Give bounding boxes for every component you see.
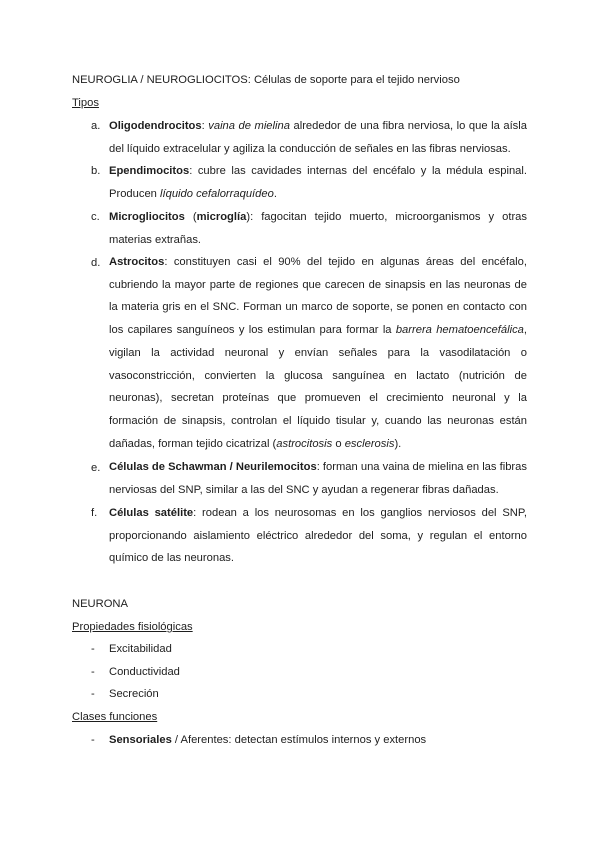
term-astrocitos: Astrocitos xyxy=(109,256,165,268)
list-item-conductividad: Conductividad xyxy=(109,666,180,678)
term-microglia: microglía xyxy=(196,211,247,223)
term-microgliocitos: Microgliocitos xyxy=(109,211,185,223)
term-sensoriales: Sensoriales xyxy=(109,734,172,746)
item-text: / Aferentes: detectan estímulos internos y externos xyxy=(171,734,427,746)
item-text: alrededor de una fibra nerviosa, lo que la aísla del líquido extracelular y agiliza la conducción de señales en las fibras nerviosas. xyxy=(109,120,527,155)
item-ependimocitos xyxy=(109,160,527,205)
item-oligodendrocitos xyxy=(109,115,527,160)
item-text: ( xyxy=(184,211,197,223)
item-astrocitos xyxy=(109,251,527,455)
neuroglia-title: NEUROGLIA / NEUROGLIOCITOS: Células de soporte para el tejido nervioso xyxy=(72,74,460,86)
item-text: : cubre las cavidades internas del encéfalo y la médula espinal. Producen xyxy=(109,165,527,200)
item-celulas-de-schawman xyxy=(109,456,527,501)
item-marker-e: e. xyxy=(91,462,101,474)
item-microgliocitos xyxy=(109,206,527,251)
term-esclerosis: esclerosis xyxy=(344,437,395,450)
item-text: . xyxy=(273,187,277,200)
term-ependimocitos: Ependimocitos xyxy=(109,165,190,177)
propiedades-fisiologicas-title: Propiedades fisiológicas xyxy=(72,621,193,633)
term-oligodendrocitos: Oligodendrocitos xyxy=(109,120,202,132)
list-dash: - xyxy=(91,688,95,700)
item-text: : xyxy=(201,120,209,132)
item-marker-b: b. xyxy=(91,165,101,177)
list-item-secrecion: Secreción xyxy=(109,688,159,700)
list-dash: - xyxy=(91,734,95,746)
item-text: : forman una vaina de mielina en las fibras nerviosas del SNP, similar a las del SNC y ayudan a regenerar fibras dañadas. xyxy=(109,461,527,496)
item-celulas-satelite xyxy=(109,502,527,570)
term-astrocitosis: astrocitosis xyxy=(276,437,333,450)
term-barrera-hematoencefalica: barrera hematoencefálica xyxy=(395,324,524,337)
item-text: , vigilan la actividad neuronal y envían señales para la vasodilatación o vasoconstricción, convierten la glucosa sanguínea en lactato (nutrición de neuronas), secretan proteínas que promueven el crecimiento neuronal y la formación de sinapsis, controlan el líquido tisular y, cuando las neuronas están dañadas, forman tejido cicatrizal ( xyxy=(109,324,527,450)
neurona-title: NEURONA xyxy=(72,598,128,610)
term-vaina-de-mielina: vaina de mielina xyxy=(208,120,290,132)
term-liquido-cefalorraquideo: líquido cefalorraquídeo xyxy=(160,187,274,200)
list-item-excitabilidad: Excitabilidad xyxy=(109,643,172,655)
list-dash: - xyxy=(91,666,95,678)
item-marker-a: a. xyxy=(91,120,101,132)
list-dash: - xyxy=(91,643,95,655)
clases-funciones-title: Clases funciones xyxy=(72,711,158,723)
item-marker-f: f. xyxy=(91,507,98,519)
list-item-sensoriales xyxy=(109,733,426,748)
item-marker-d: d. xyxy=(91,257,101,269)
neuroglia-subtitle-tipos: Tipos xyxy=(72,97,99,109)
term-celulas-de-schawman: Células de Schawman / Neurilemocitos xyxy=(109,461,317,473)
item-text: : rodean a los neurosomas en los ganglios nerviosos del SNP, proporcionando aislamiento eléctrico alrededor del soma, y regulan el entorno químico de las neuronas. xyxy=(109,507,527,565)
item-text: : constituyen casi el 90% del tejido en algunas áreas del encéfalo, cubriendo la mayor parte de regiones que carecen de sinapsis en las neuronas de la materia gris en el SNC. Forman un marco de soporte, se ponen en contacto con los capilares sanguíneos y los estimulan para formar la xyxy=(109,256,527,337)
item-text: ). xyxy=(394,437,402,450)
term-celulas-satelite: Células satélite xyxy=(109,507,194,519)
item-text: ): fagocitan tejido muerto, microorganismos y otras materias extrañas. xyxy=(109,211,527,246)
item-text: o xyxy=(332,437,345,450)
item-marker-c: c. xyxy=(91,211,100,223)
